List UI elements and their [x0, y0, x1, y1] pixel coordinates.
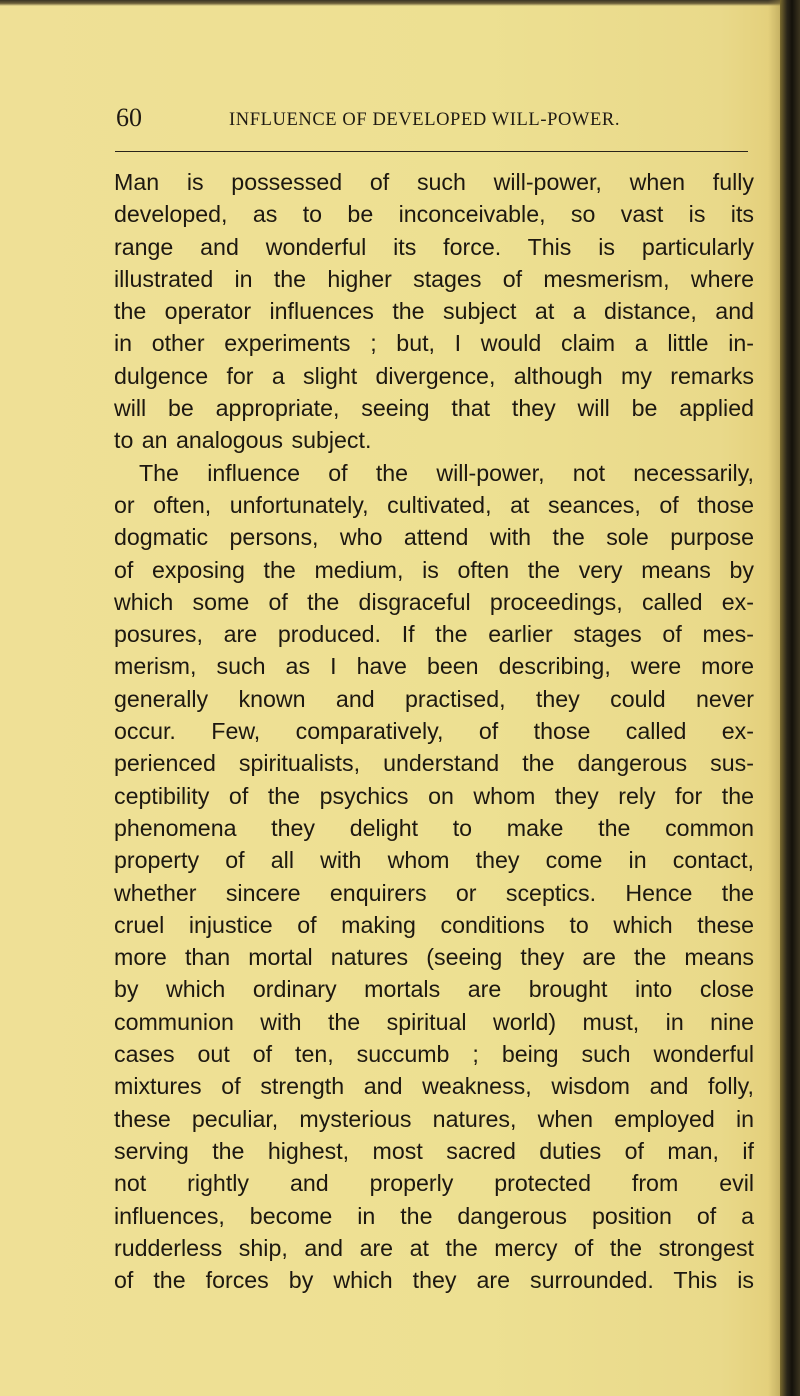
text-line: of the forces by which they are surrounded. This is [114, 1267, 754, 1294]
text-line: of exposing the medium, is often the very means by [114, 556, 754, 583]
text-line: which some of the disgraceful proceedings, called ex- [114, 588, 754, 615]
text-line: occur. Few, comparatively, of those called ex- [114, 718, 754, 745]
text-line: developed, as to be inconceivable, so vast is its [114, 201, 754, 228]
text-line: cases out of ten, succumb ; being such wonderful [114, 1041, 754, 1068]
text-line: ceptibility of the psychics on whom they rely for the [114, 782, 754, 809]
text-line: will be appropriate, seeing that they will be applied [114, 395, 754, 422]
text-line: rudderless ship, and are at the mercy of the strongest [114, 1234, 754, 1261]
page-header [116, 103, 748, 137]
header-rule [115, 151, 748, 152]
text-line: merism, such as I have been describing, were more [114, 653, 754, 680]
text-line: dulgence for a slight divergence, although my remarks [114, 362, 754, 389]
text-line: whether sincere enquirers or sceptics. Hence the [114, 879, 754, 906]
text-line: dogmatic persons, who attend with the sole purpose [114, 524, 754, 551]
text-line: mixtures of strength and weakness, wisdom and folly, [114, 1073, 754, 1100]
text-line: or often, unfortunately, cultivated, at seances, of those [114, 491, 754, 518]
text-line: in other experiments ; but, I would claim a little in- [114, 330, 754, 357]
text-line: illustrated in the higher stages of mesmerism, where [114, 265, 754, 292]
text-line: by which ordinary mortals are brought into close [114, 976, 754, 1003]
page-top-edge [0, 0, 780, 6]
text-line: range and wonderful its force. This is particularly [114, 233, 754, 260]
text-line: phenomena they delight to make the common [114, 814, 754, 841]
text-line: Man is possessed of such will-power, when fully [114, 169, 754, 195]
body-text [114, 166, 754, 1296]
book-spine [780, 0, 800, 1396]
page-number: 60 [116, 103, 142, 132]
text-line: property of all with whom they come in contact, [114, 847, 754, 874]
text-line: serving the highest, most sacred duties of man, if [114, 1137, 754, 1164]
running-head: INFLUENCE OF DEVELOPED WILL-POWER. [229, 110, 621, 130]
text-line: generally known and practised, they could never [114, 685, 754, 712]
text-line: the operator influences the subject at a distance, and [114, 298, 754, 325]
text-line: posures, are produced. If the earlier stages of mes- [114, 621, 754, 648]
text-line: The influence of the will-power, not necessarily, [139, 459, 754, 486]
text-line: these peculiar, mysterious natures, when employed in [114, 1105, 754, 1132]
gutter-shadow [768, 0, 780, 1396]
text-line: more than mortal natures (seeing they are the means [114, 944, 754, 971]
text-line: to an analogous subject. [114, 427, 372, 454]
text-line: communion with the spiritual world) must, in nine [114, 1008, 754, 1035]
text-line: not rightly and properly protected from evil [114, 1170, 754, 1197]
text-line: influences, become in the dangerous position of a [114, 1202, 754, 1229]
text-line: cruel injustice of making conditions to which these [114, 911, 754, 938]
text-line: perienced spiritualists, understand the dangerous sus- [114, 750, 754, 777]
